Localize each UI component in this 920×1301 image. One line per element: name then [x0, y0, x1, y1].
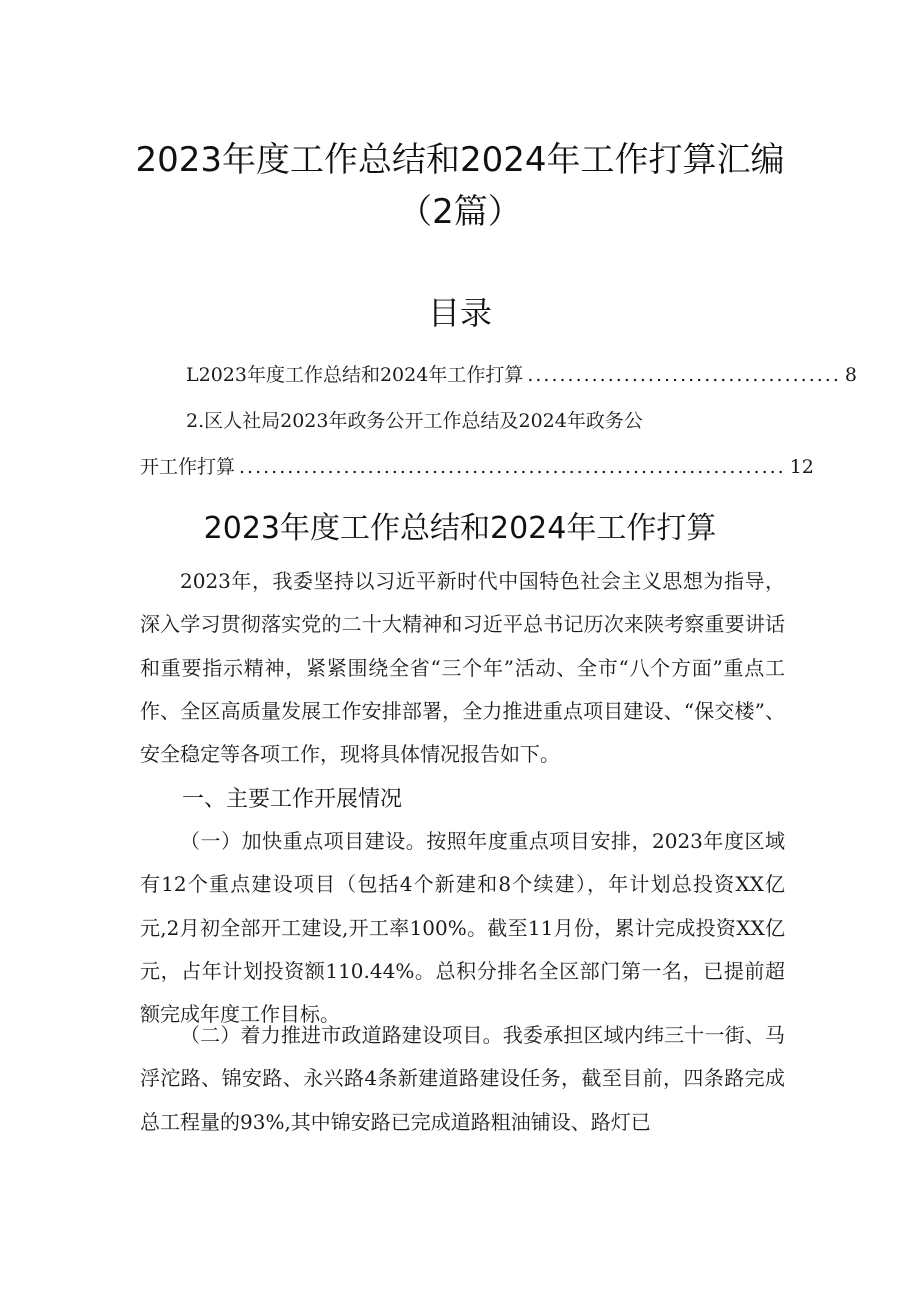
document-subtitle: （2篇） — [398, 192, 522, 232]
section-heading: 一、主要工作开展情况 — [182, 787, 403, 812]
paragraph-2: （二）着力推进市政道路建设项目。我委承担区域内纬三十一街、马浮沱路、锦安路、永兴路4条新建道路建设任务，截至目前，四条路完成总工程量的93%,其中锦安路已完成道路粗油铺设、路灯已 — [140, 1023, 785, 1134]
toc-entry-2[interactable] — [140, 452, 814, 479]
toc-entry-1-title: L2023年度工作总结和2024年工作打算 — [186, 364, 524, 386]
section-title: 2023年度工作总结和2024年工作打算 — [203, 511, 717, 546]
toc-entry-2-title[interactable]: 2.区人社局2023年政务公开工作总结及2024年政务公 — [186, 410, 643, 432]
toc-leader-dots: ....................................... — [527, 364, 841, 386]
paragraph-1: （一）加快重点项目建设。按照年度重点项目安排，2023年度区域有12个重点建设项目（包括4个新建和8个续建），年计划总投资XX亿元,2月初全部开工建设,开工率100%。截至11月份，累计完成投资XX亿元，占年计划投资额110.44%。总积分排名全区部门第一名，已提前超额完成年度工作目标。 — [140, 829, 785, 1027]
toc-entry-2-title-cont: 开工作打算 — [140, 456, 236, 478]
toc-entry-1[interactable] — [186, 360, 857, 387]
intro-paragraph: 2023年，我委坚持以习近平新时代中国特色社会主义思想为指导，深入学习贯彻落实党的二十大精神和习近平总书记历次来陕考察重要讲话和重要指示精神，紧紧围绕全省“三个年”活动、全市“八个方面”重点工作、全区高质量发展工作安排部署，全力推进重点项目建设、“保交楼”、安全稳定等各项工作，现将具体情况报告如下。 — [140, 569, 785, 767]
toc-entry-2-page: 12 — [789, 456, 814, 478]
toc-leader-dots: .................................................................... — [239, 456, 786, 478]
toc-heading: 目录 — [427, 294, 492, 332]
toc-entry-1-page: 8 — [844, 364, 857, 386]
document-title: 2023年度工作总结和2024年工作打算汇编 — [135, 140, 785, 180]
